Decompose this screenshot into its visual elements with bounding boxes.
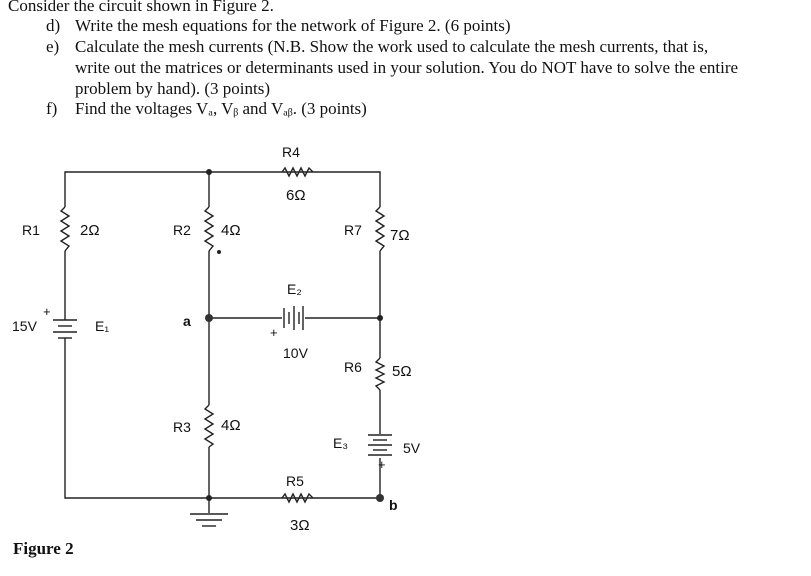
r7-value: 7Ω	[390, 227, 410, 244]
r2-value: 4Ω	[221, 222, 241, 239]
r2-resistor	[205, 207, 213, 251]
e3-plus: +	[378, 457, 386, 472]
question-d-text: Write the mesh equations for the network of Figure 2. (6 points)	[75, 16, 511, 35]
r5-label: R5	[286, 473, 304, 489]
question-e-line-3: problem by hand). (3 points)	[75, 79, 270, 98]
r2-dot	[217, 250, 221, 254]
r3-resistor	[205, 405, 213, 447]
e1-plus: +	[43, 304, 51, 319]
e3-label: E₃	[333, 435, 349, 451]
intro-text: Consider the circuit shown in Figure 2.	[8, 0, 274, 15]
r4-value: 6Ω	[286, 187, 306, 204]
e1-battery	[53, 318, 77, 345]
node-right-dot	[377, 315, 383, 321]
node-b-label: b	[389, 497, 398, 513]
node-a-label: a	[183, 313, 191, 329]
e1-label: E₁	[95, 318, 110, 334]
question-e-line-1: Calculate the mesh currents (N.B. Show the work used to calculate the mesh currents, that is,	[75, 37, 709, 56]
e3-battery	[368, 435, 392, 455]
r2-label: R2	[173, 222, 191, 238]
e2-value: 10V	[283, 345, 308, 361]
node-b-dot	[376, 494, 384, 502]
r7-resistor	[376, 207, 384, 251]
r5-value: 3Ω	[290, 517, 310, 534]
top-wire	[65, 172, 380, 207]
r1-label: R1	[22, 222, 40, 238]
r4-label: R4	[282, 144, 300, 160]
r6-resistor	[376, 358, 384, 390]
r6-label: R6	[344, 359, 362, 375]
ground-symbol	[190, 514, 228, 526]
r3-label: R3	[173, 419, 191, 435]
node-bottom-dot	[206, 495, 212, 501]
question-f-text: Find the voltages Vₐ, Vᵦ and Vₐᵦ. (3 points)	[75, 99, 367, 118]
e1-value: 15V	[12, 318, 37, 334]
question-d-label: d)	[46, 16, 61, 35]
r1-resistor	[61, 207, 69, 251]
r3-value: 4Ω	[221, 417, 241, 434]
node-top-dot	[206, 169, 212, 175]
node-a-dot	[205, 314, 213, 322]
figure-caption: Figure 2	[13, 539, 74, 558]
question-f-label: f)	[46, 99, 58, 118]
r6-value: 5Ω	[392, 363, 412, 380]
question-e-label: e)	[46, 37, 60, 56]
r1-value: 2Ω	[80, 222, 100, 239]
r7-label: R7	[344, 222, 362, 238]
e3-value: 5V	[403, 440, 421, 456]
e2-plus: +	[270, 325, 278, 340]
question-e-line-2: write out the matrices or determinants used in your solution. You do NOT have to solve the entire	[75, 58, 739, 77]
e2-battery	[284, 306, 303, 330]
e2-label: E₂	[287, 281, 302, 297]
